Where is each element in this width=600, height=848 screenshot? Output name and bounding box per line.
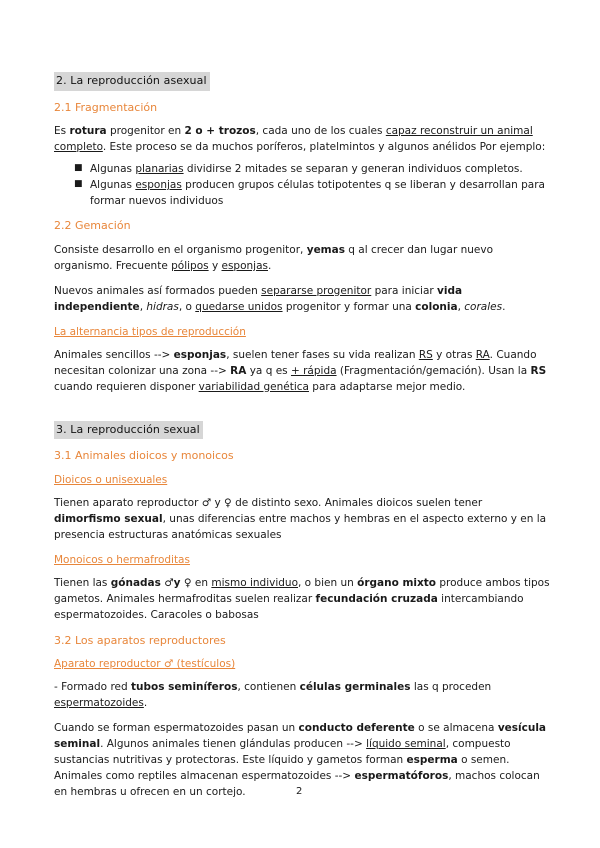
bullet-icon: ■ bbox=[74, 179, 83, 190]
fragmentacion-list bbox=[54, 162, 550, 210]
gemacion-heading: 2.2 Gemación bbox=[54, 219, 131, 233]
list-item: ■ Algunas planarias dividirse 2 mitades se separan y generan individuos completos. bbox=[74, 163, 523, 176]
section-2-heading: 2. La reproducción asexual bbox=[54, 72, 210, 91]
aparato-paragraph-2: Cuando se forman espermatozoides pasan un conducto deferente o se almacena vesícula seminal. Algunos animales tienen glándulas producen --> líquido seminal, compuesto sustancias nutritivas y protectoras. Este líquido y gametos forman esperma o semen. Animales como reptiles almacenan espermatozoides --> espermatóforos, machos colocan en hembras u ofrecen en un cortejo. bbox=[54, 722, 547, 798]
fragmentacion-heading: 2.1 Fragmentación bbox=[54, 100, 158, 114]
dioicos-paragraph: Tienen aparato reproductor ♂ y ♀ de distinto sexo. Animales dioicos suelen tener dimorfismo sexual, unas diferencias entre machos y hembras en el aspecto externo y en la presencia estructuras anatómicas sexuales bbox=[54, 496, 547, 541]
dioicos-monoicos-heading: 3.1 Animales dioicos y monoicos bbox=[54, 449, 234, 463]
monoicos-paragraph: Tienen las gónadas ♂y ♀ en mismo individuo, o bien un órgano mixto produce ambos tipos gametos. Animales hermafroditas suelen realizar fecundación cruzada intercambiando espermatozoides. Caracoles o babosas bbox=[54, 576, 550, 621]
aparatos-heading: 3.2 Los aparatos reproductores bbox=[54, 633, 226, 647]
list-item: ■ Algunas esponjas producen grupos células totipotentes q se liberan y desarrollan para formar nuevos individuos bbox=[74, 179, 545, 208]
fragmentacion-paragraph: Es rotura progenitor en 2 o + trozos, cada uno de los cuales capaz reconstruir un animal completo. Este proceso se da muchos poríferos, platelmintos y algunos anélidos Por ejemplo: bbox=[54, 125, 546, 154]
bullet-icon: ■ bbox=[74, 163, 83, 174]
page-number: 2 bbox=[296, 786, 303, 797]
dioicos-heading: Dioicos o unisexuales bbox=[54, 473, 168, 486]
alternancia-heading: La alternancia tipos de reproducción bbox=[54, 325, 246, 338]
gemacion-paragraph-2: Nuevos animales así formados pueden separarse progenitor para iniciar vida independiente, hidras, o quedarse unidos progenitor y formar una colonia, corales. bbox=[54, 284, 506, 313]
section-3-heading: 3. La reproducción sexual bbox=[54, 421, 203, 440]
aparato-masculino-heading: Aparato reproductor ♂ (testículos) bbox=[54, 658, 236, 671]
aparato-paragraph-1: - Formado red tubos seminíferos, contienen células germinales las q proceden espermatozoides. bbox=[54, 681, 492, 710]
alternancia-paragraph: Animales sencillos --> esponjas, suelen tener fases su vida realizan RS y otras RA. Cuando necesitan colonizar una zona --> RA ya q es + rápida (Fragmentación/gemación). Usan la RS cuando requieren disponer variabilidad genética para adaptarse mejor medio. bbox=[54, 348, 547, 393]
gemacion-paragraph-1: Consiste desarrollo en el organismo progenitor, yemas q al crecer dan lugar nuevo organismo. Frecuente pólipos y esponjas. bbox=[54, 243, 494, 272]
document-page bbox=[54, 72, 550, 810]
monoicos-heading: Monoicos o hermafroditas bbox=[54, 553, 190, 566]
